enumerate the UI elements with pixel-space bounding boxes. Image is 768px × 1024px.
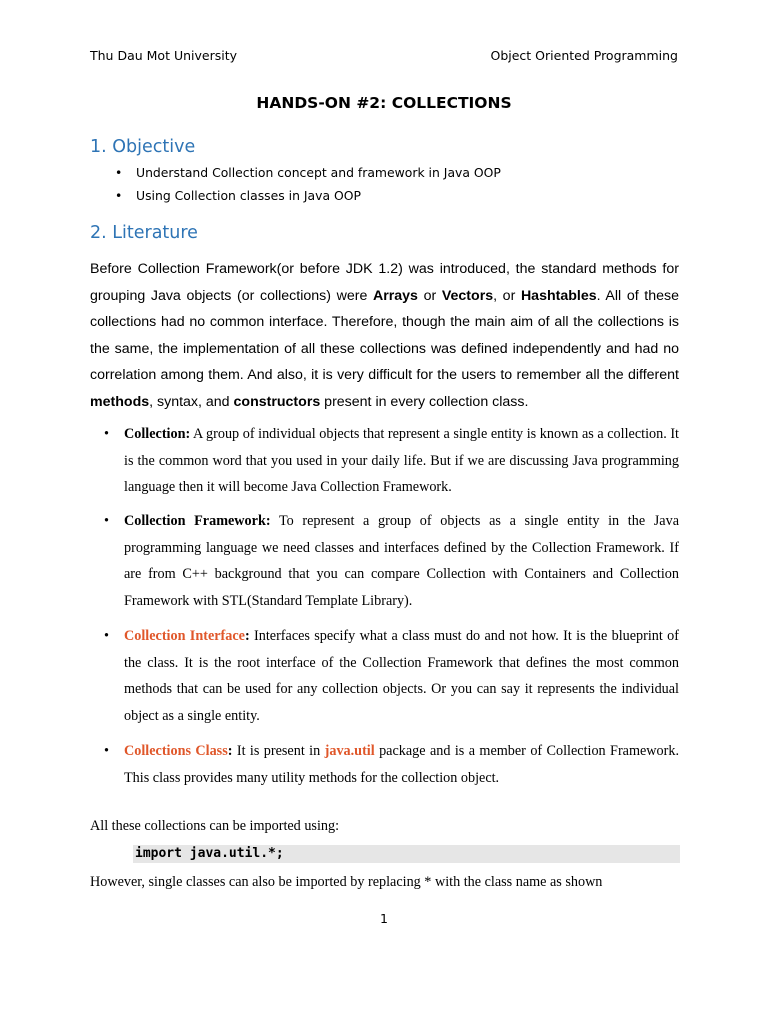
- literature-paragraph: [90, 256, 679, 416]
- bullet-collections-class: [104, 738, 679, 791]
- bullet-icon: •: [104, 628, 109, 644]
- bullet-icon: •: [104, 743, 109, 759]
- bullet-term-colon: :: [227, 743, 233, 759]
- term-constructors: constructors: [233, 393, 321, 410]
- objective-item: [115, 187, 501, 210]
- objective-heading: 1. Objective: [90, 137, 196, 157]
- bullet-text: A group of individual objects that represent a single entity is known as a collection. It is the common word that you used in your daily life. But if we are discussing Java programming language then it will become Java Collection Framework.: [124, 426, 679, 496]
- code-snippet: import java.util.*;: [133, 845, 680, 863]
- header-university: Thu Dau Mot University: [90, 48, 237, 63]
- bullet-text: It is present in: [232, 743, 325, 759]
- para-text: present in every collection class.: [320, 393, 529, 410]
- bullet-collection-framework: [104, 508, 679, 615]
- bullet-icon: •: [115, 187, 123, 203]
- bullet-term-link[interactable]: Collection Interface: [124, 628, 245, 644]
- para-text: , or: [493, 287, 521, 304]
- objective-item-text: Using Collection classes in Java OOP: [136, 187, 361, 203]
- term-methods: methods: [90, 393, 150, 410]
- bullet-term-colon: :: [244, 628, 250, 644]
- literature-heading: 2. Literature: [90, 223, 198, 243]
- objective-list: [115, 164, 501, 209]
- term-vectors: Vectors: [441, 287, 494, 304]
- objective-item-text: Understand Collection concept and framework in Java OOP: [136, 165, 501, 180]
- page-number: 1: [380, 911, 388, 926]
- objective-item: [115, 164, 501, 187]
- bullet-text: package and is a member of Collection Framework. This class provides many utility methods for the collection object.: [124, 743, 679, 786]
- bullet-collection-interface: [104, 623, 679, 730]
- java-util-link[interactable]: java.util: [324, 743, 375, 759]
- bullet-text: To represent a group of objects as a single entity in the Java programming language we need classes and interfaces defined by the Collection Framework. If are from C++ background that you can compare Collection with Containers and Collection Framework with STL(Standard Template Library).: [124, 513, 679, 610]
- document-title: HANDS-ON #2: COLLECTIONS: [256, 94, 512, 112]
- header-course: Object Oriented Programming: [490, 48, 678, 63]
- para-text: . All of these collections had no common interface. Therefore, though the main aim of all the collections is the same, the implementation of all these collections was defined independently and had no correlation among them. And also, it is very difficult for the users to remember all the different: [90, 287, 679, 384]
- term-arrays: Arrays: [372, 287, 418, 304]
- import-intro-text: All these collections can be imported using:: [90, 818, 340, 834]
- para-text: or: [417, 287, 442, 304]
- bullet-icon: •: [104, 513, 109, 529]
- bullet-term-link[interactable]: Collections Class: [124, 743, 228, 759]
- bullet-term: Collection Framework:: [124, 513, 271, 529]
- bullet-text: Interfaces specify what a class must do and not how. It is the blueprint of the class. It is the root interface of the Collection Framework that defines the most common methods that can be used for any collection objects. Or you can say it represents the individual object as a single entity.: [124, 628, 679, 725]
- bullet-term: Collection:: [124, 426, 191, 442]
- replace-note-text: However, single classes can also be imported by replacing * with the class name as shown: [90, 874, 603, 890]
- bullet-collection: [104, 421, 679, 501]
- bullet-icon: •: [104, 426, 109, 442]
- term-hashtables: Hashtables: [520, 287, 597, 304]
- para-text: , syntax, and: [149, 393, 234, 410]
- para-text: Before Collection Framework(or before JDK 1.2) was introduced, the standard methods for grouping Java objects (or collections) were: [90, 261, 679, 304]
- bullet-icon: •: [115, 165, 123, 180]
